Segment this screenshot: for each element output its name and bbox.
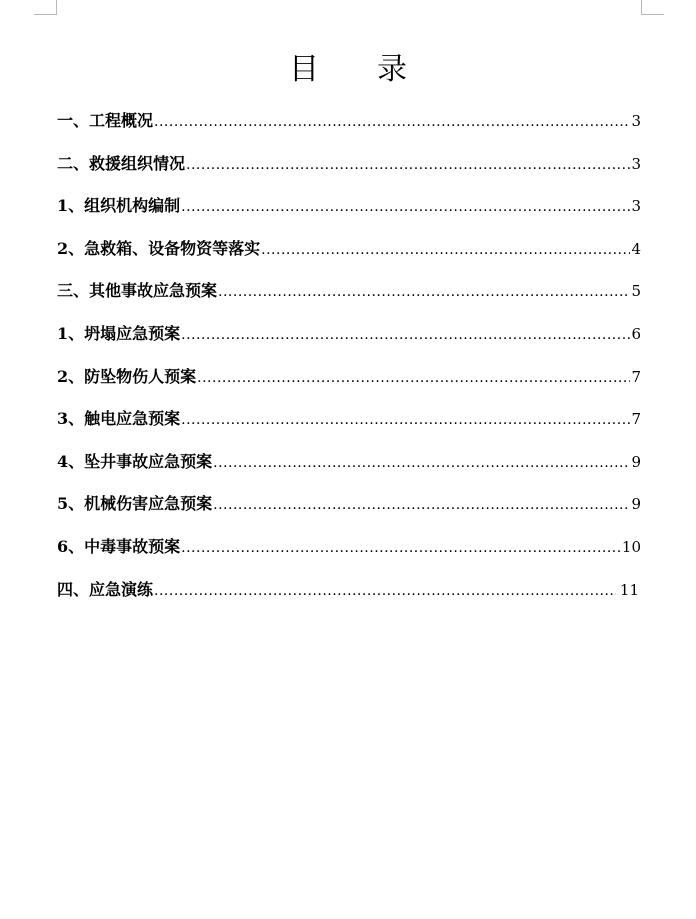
toc-entry[interactable] (57, 232, 641, 275)
toc-leader-dots (186, 148, 630, 182)
toc-entry-label: 四、应急演练 (57, 579, 154, 599)
toc-entry[interactable] (57, 402, 641, 445)
table-of-contents (57, 104, 641, 615)
toc-entry-label: 2、防坠物伤人预案 (57, 366, 197, 386)
toc-leader-dots (154, 574, 616, 608)
toc-entry[interactable] (57, 274, 641, 317)
toc-entry[interactable] (57, 317, 641, 360)
toc-entry-page: 9 (631, 452, 641, 471)
toc-entry[interactable] (57, 445, 641, 488)
toc-entry-page: 7 (631, 367, 641, 386)
toc-leader-dots (181, 531, 621, 565)
toc-leader-dots (213, 488, 630, 522)
toc-entry-page: 3 (631, 197, 641, 216)
toc-entry-label: 三、其他事故应急预案 (57, 281, 218, 301)
toc-entry-page: 11 (619, 580, 639, 599)
toc-entry-page: 6 (631, 324, 641, 343)
toc-entry-label: 6、中毒事故预案 (57, 536, 181, 556)
toc-entry-label: 4、坠井事故应急预案 (57, 451, 213, 471)
page-corner-mark-top-left (34, 0, 57, 15)
toc-entry-page: 7 (631, 410, 641, 429)
toc-entry[interactable] (57, 147, 641, 190)
toc-entry-label: 一、工程概况 (57, 111, 154, 130)
toc-entry-page: 5 (631, 282, 641, 301)
toc-leader-dots (154, 105, 630, 139)
toc-leader-dots (261, 233, 630, 267)
toc-leader-dots (181, 190, 630, 224)
toc-entry-page: 10 (621, 537, 641, 556)
toc-entry-label: 1、组织机构编制 (57, 196, 181, 216)
toc-entry-label: 二、救援组织情况 (57, 153, 186, 173)
toc-entry-page: 9 (631, 495, 641, 514)
toc-leader-dots (213, 446, 630, 480)
toc-entry[interactable] (57, 530, 641, 573)
toc-entry[interactable] (57, 189, 641, 232)
toc-entry[interactable] (57, 104, 641, 147)
toc-entry-page: 4 (631, 239, 641, 258)
toc-entry[interactable] (57, 573, 641, 616)
toc-entry[interactable] (57, 487, 641, 530)
toc-entry-page: 3 (631, 154, 641, 173)
page-corner-mark-top-right (641, 0, 664, 15)
toc-entry-label: 5、机械伤害应急预案 (57, 494, 213, 514)
toc-leader-dots (181, 318, 630, 352)
toc-entry-label: 3、触电应急预案 (57, 409, 181, 429)
toc-entry[interactable] (57, 360, 641, 403)
toc-leader-dots (197, 361, 630, 395)
toc-entry-label: 1、坍塌应急预案 (57, 323, 181, 343)
toc-entry-label: 2、急救箱、设备物资等落实 (57, 238, 261, 258)
toc-entry-page: 3 (631, 112, 641, 130)
toc-leader-dots (181, 403, 630, 437)
toc-title: 目录 (289, 52, 465, 87)
toc-leader-dots (218, 275, 630, 309)
